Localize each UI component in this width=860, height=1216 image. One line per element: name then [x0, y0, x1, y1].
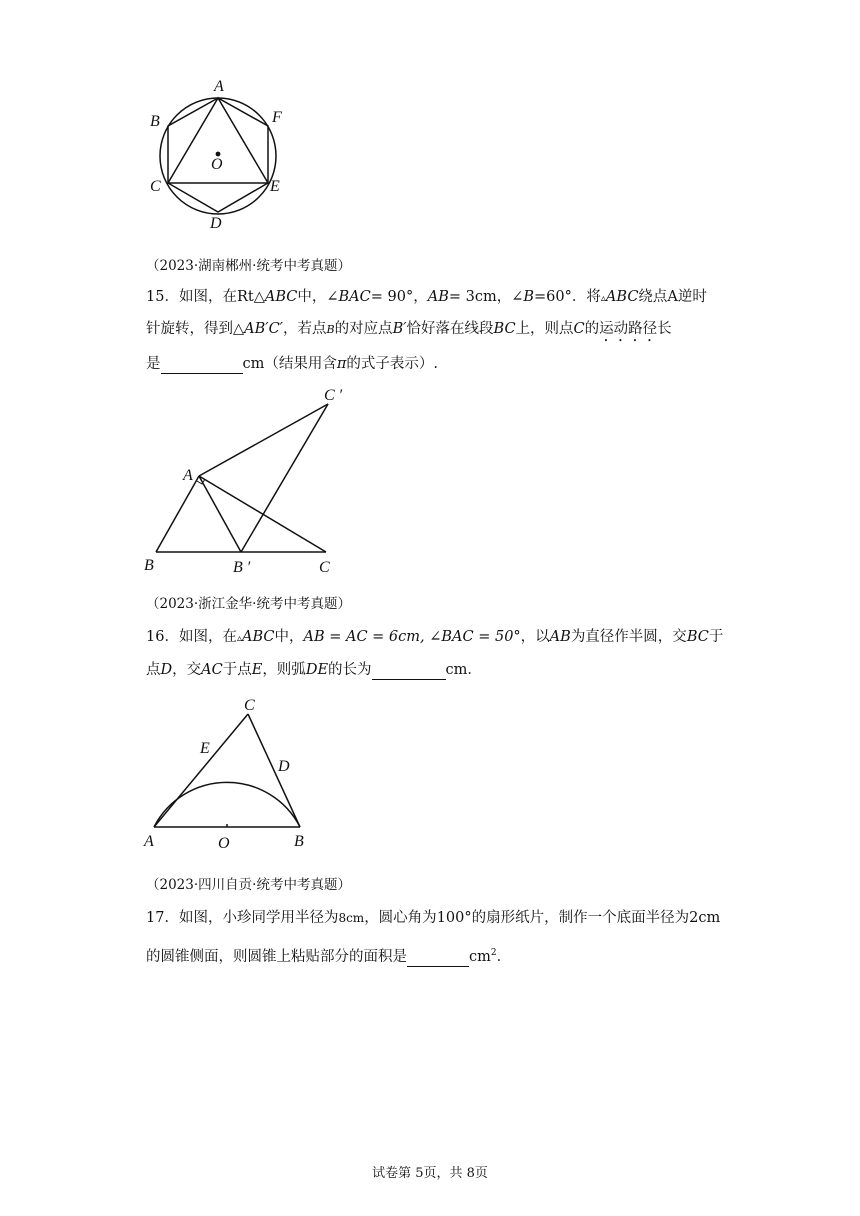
q17-line1: 17．如图，小珍同学用半径为8cm，圆心角为100°的扇形纸片，制作一个底面半径为2cm	[146, 910, 721, 926]
label-E: E	[270, 178, 280, 195]
label-C: C	[319, 559, 330, 576]
q16-source: （2023·四川自贡·统考中考真题）	[146, 877, 351, 893]
label-B: B	[144, 557, 154, 574]
q17-line2: 的圆锥侧面，则圆锥上粘贴部分的面积是 $cm^2$．	[146, 948, 512, 965]
figure-q15-rotation	[140, 380, 360, 580]
q15-line2: 针旋转，得到△AB′C′，若点B的对应点B′恰好落在线段BC上，则点C的运动路径长	[146, 321, 672, 337]
figure-q16-semicircle	[140, 690, 340, 860]
label-C: C	[150, 178, 161, 195]
label-C: C	[244, 697, 255, 714]
q14-source: （2023·湖南郴州·统考中考真题）	[146, 258, 351, 274]
label-B: B	[150, 113, 160, 130]
label-B-prime: B ′	[233, 559, 251, 576]
label-D: D	[278, 758, 290, 775]
page-footer: 试卷第 5页，共 8页	[372, 1166, 488, 1181]
label-D: D	[210, 215, 222, 232]
q15-source: （2023·浙江金华·统考中考真题）	[146, 596, 351, 612]
q16-answer-blank[interactable]	[372, 663, 446, 680]
label-E: E	[200, 740, 210, 757]
label-F: F	[272, 109, 282, 126]
label-B: B	[294, 833, 304, 850]
label-C-prime: C ′	[324, 387, 343, 404]
q16-line1: 16．如图，在▵ABC中，AB = AC = 6cm, ∠BAC = 50°，以AB为直径作半圆，交BC于	[146, 629, 724, 645]
figure-hexagon-circle	[140, 76, 310, 236]
label-A: A	[183, 467, 193, 484]
label-O: O	[211, 156, 223, 173]
q17-answer-blank[interactable]	[407, 950, 469, 967]
label-A: A	[144, 833, 154, 850]
q16-line2: 点D，交AC于点E，则弧DE的长为 cm．	[146, 662, 482, 678]
label-A: A	[214, 78, 224, 95]
label-O: O	[218, 835, 230, 852]
q15-line1: 15．如图，在Rt△ABC中，∠BAC= 90°，AB= 3cm，∠B=60°．将▵ABC绕点A逆时	[146, 289, 707, 305]
q15-line3: 是 cm（结果用含π的式子表示）.	[146, 356, 439, 372]
q15-answer-blank[interactable]	[161, 357, 243, 374]
